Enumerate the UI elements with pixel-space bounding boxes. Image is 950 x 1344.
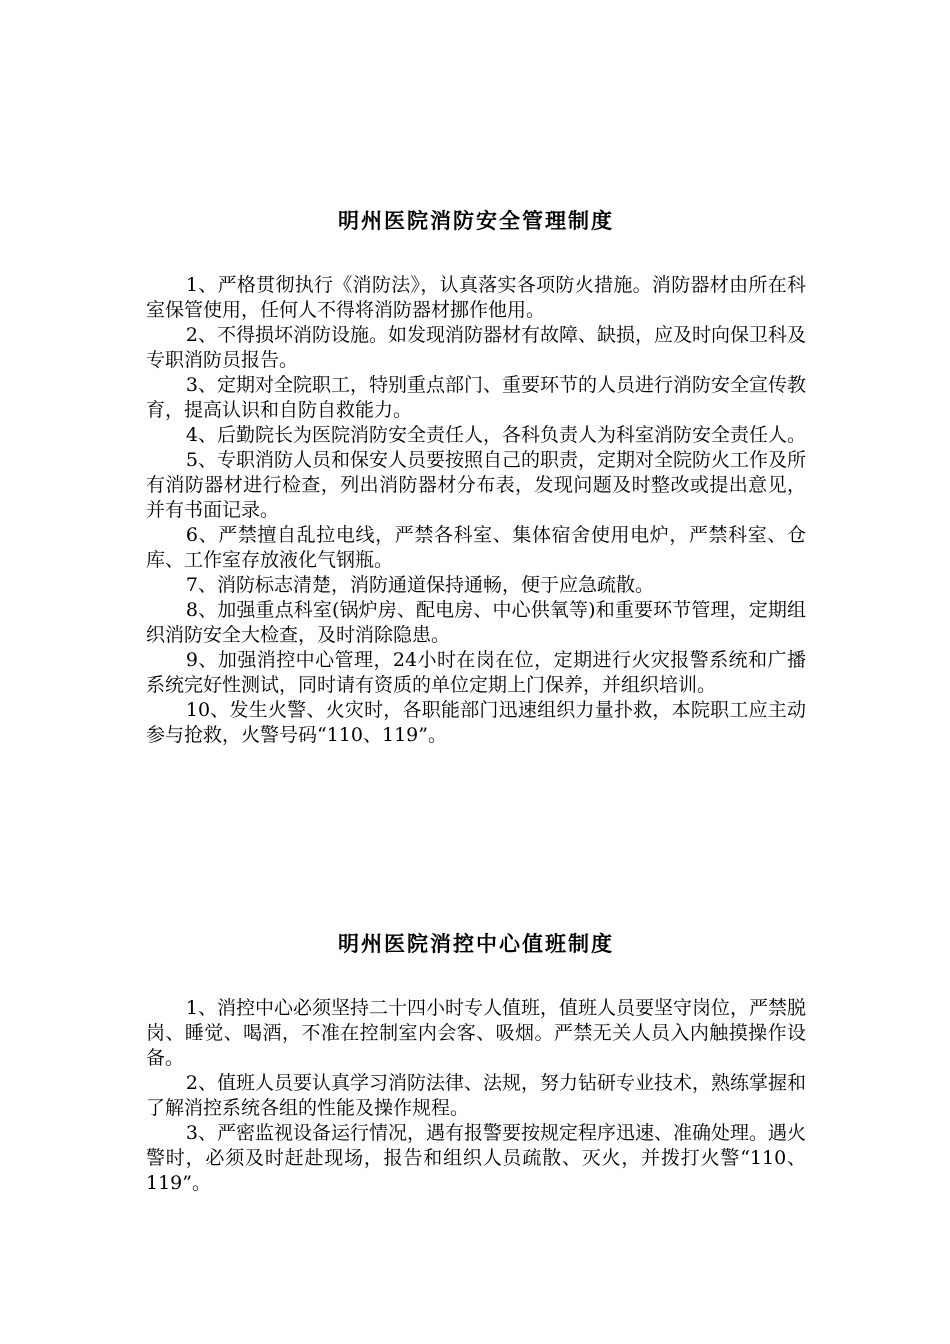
fire-control-duty-section: [146, 929, 806, 1196]
rule-paragraph: 10、发生火警、火灾时，各职能部门迅速组织力量扑救，本院职工应主动参与抢救，火警号码“110、119”。: [146, 699, 806, 746]
rule-paragraph: 1、消控中心必须坚持二十四小时专人值班，值班人员要坚守岗位，严禁脱岗、睡觉、喝酒，不准在控制室内会客、吸烟。严禁无关人员入内触摸操作设备。: [146, 997, 806, 1069]
section-title: 明州医院消防安全管理制度: [338, 208, 614, 233]
rule-paragraph: 7、消防标志清楚，消防通道保持通畅，便于应急疏散。: [185, 574, 654, 596]
rule-paragraph: 3、定期对全院职工，特别重点部门、重要环节的人员进行消防安全宣传教育，提高认识和自防自救能力。: [146, 374, 806, 421]
rule-paragraph: 8、加强重点科室(锅炉房、配电房、中心供氧等)和重要环节管理，定期组织消防安全大检查，及时消除隐患。: [146, 599, 806, 646]
rule-paragraph: 1、严格贯彻执行《消防法》，认真落实各项防火措施。消防器材由所在科室保管使用，任何人不得将消防器材挪作他用。: [146, 274, 806, 321]
rule-paragraph: 2、不得损坏消防设施。如发现消防器材有故障、缺损，应及时向保卫科及专职消防员报告。: [146, 324, 806, 371]
rule-paragraph: 3、严密监视设备运行情况，遇有报警要按规定程序迅速、准确处理。遇火警时，必须及时赶赴现场，报告和组织人员疏散、灭火，并拨打火警“110、119”。: [146, 1122, 806, 1194]
rule-paragraph: 4、后勤院长为医院消防安全责任人，各科负责人为科室消防安全责任人。: [185, 424, 806, 446]
rule-paragraph: 6、严禁擅自乱拉电线，严禁各科室、集体宿舍使用电炉，严禁科室、仓库、工作室存放液化气钢瓶。: [146, 524, 806, 571]
rule-paragraph: 5、专职消防人员和保安人员要按照自己的职责，定期对全院防火工作及所有消防器材进行检查，列出消防器材分布表，发现问题及时整改或提出意见，并有书面记录。: [146, 449, 806, 521]
rule-paragraph: 2、值班人员要认真学习消防法律、法规，努力钻研专业技术，熟练掌握和了解消控系统各组的性能及操作规程。: [146, 1072, 806, 1119]
fire-safety-management-section: [146, 206, 806, 748]
section-title: 明州医院消控中心值班制度: [338, 931, 614, 956]
rule-paragraph: 9、加强消控中心管理，24小时在岗在位，定期进行火灾报警系统和广播系统完好性测试，同时请有资质的单位定期上门保养，并组织培训。: [146, 649, 806, 696]
